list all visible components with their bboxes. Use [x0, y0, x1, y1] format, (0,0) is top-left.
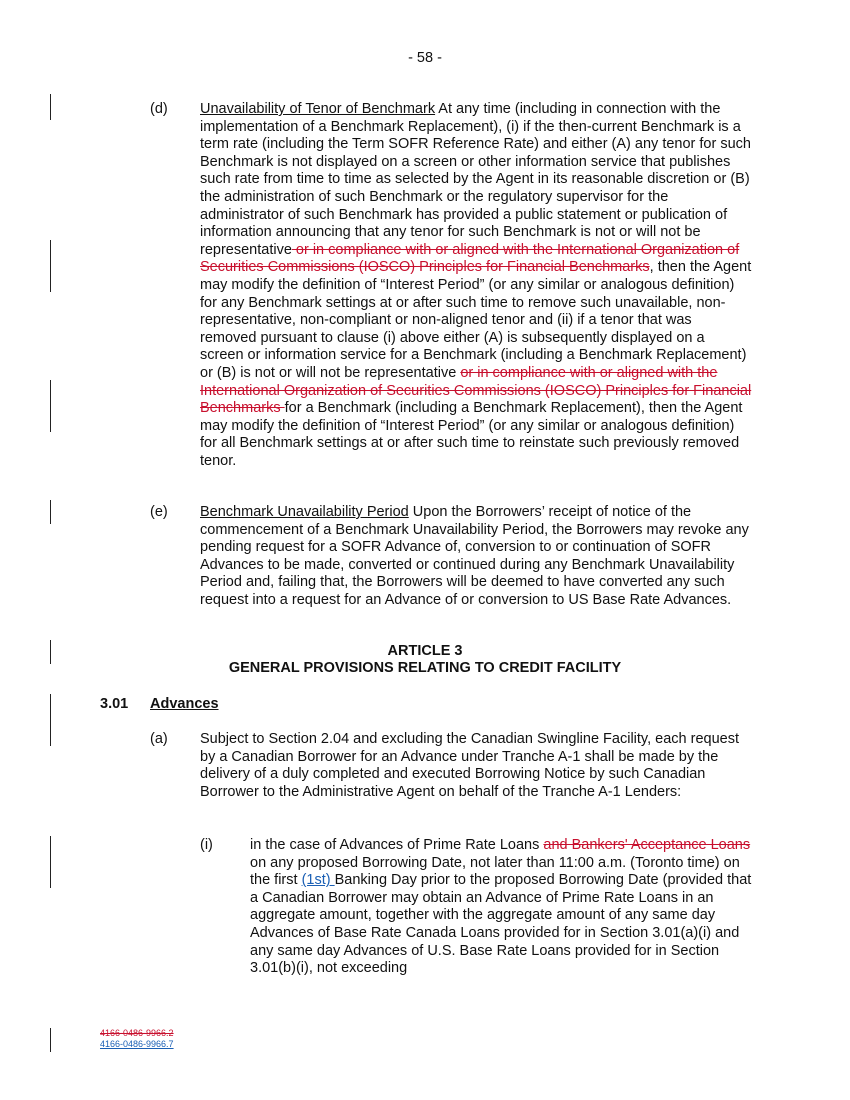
new-document-id: 4166-0486-9966.7 — [100, 1039, 174, 1049]
page-number: - 58 - — [408, 50, 442, 66]
change-bar — [50, 694, 51, 746]
paragraph-text: on any proposed Borrowing Date, not later than 11:00 a.m. (Toronto time) on the first — [250, 854, 740, 889]
paragraph-text: Banking Day prior to the proposed Borrowing Date (provided that a Canadian Borrower may obtain an Advance of Prime Rate Loans in an aggregate amount, together with the aggregate amount of any same day Advances of Base Rate Canada Loans provided for in Section 3.01(a)(i) and any same day Advances of U.S. Base Rate Loans provided for in Section 3.01(b)(i), not exceeding — [250, 872, 752, 977]
paragraph-label: (d) — [150, 101, 168, 117]
paragraph-d — [200, 101, 752, 470]
paragraph-heading: Unavailability of Tenor of Benchmark — [200, 101, 436, 117]
section-number: 3.01 — [100, 696, 129, 712]
deleted-text: and Bankers' Acceptance Loans — [543, 837, 751, 853]
paragraph-e — [200, 504, 752, 610]
paragraph-text: in the case of Advances of Prime Rate Loans — [250, 837, 544, 853]
change-bar — [50, 94, 51, 120]
deleted-text: or in compliance with or aligned with the International Organization of Securities Commissions (IOSCO) Principles for Financial Benchmarks — [200, 364, 752, 417]
change-bar — [50, 500, 51, 524]
paragraph-i — [250, 837, 752, 978]
deleted-text: or in compliance with or aligned with the International Organization of Securities Commissions (IOSCO) Principles for Financial Benchmarks — [200, 241, 740, 276]
article-number: ARTICLE 3 — [387, 643, 463, 659]
change-bar — [50, 836, 51, 888]
old-document-id: 4166-0486-9966.2 — [100, 1028, 174, 1038]
article-title: GENERAL PROVISIONS RELATING TO CREDIT FACILITY — [228, 660, 622, 676]
paragraph-a: Subject to Section 2.04 and excluding the Canadian Swingline Facility, each request by a Canadian Borrower for an Advance under Tranche A-1 shall be made by the delivery of a duly completed and executed Borrowing Notice by such Canadian Borrower to the Administrative Agent on behalf of the Tranche A-1 Lenders: — [200, 731, 739, 800]
paragraph-label: (i) — [200, 837, 213, 853]
paragraph-text: Upon the Borrowers’ receipt of notice of the commencement of a Benchmark Unavailability Period, the Borrowers may revoke any pending request for a SOFR Advance of, conversion to or continuation of SOFR Advances to be made, converted or continued during any Benchmark Unavailability Period and, failing that, the Borrowers will be deemed to have converted any such request into a request for an Advance of or conversion to US Base Rate Advances. — [200, 504, 749, 608]
change-bar — [50, 240, 51, 292]
paragraph-label: (e) — [150, 504, 168, 520]
paragraph-text: , then the Agent may modify the definition of “Interest Period” (or any similar or analogous definition) for any Benchmark settings at or after such time to remove such unavailable, non-representative, non-compliant or non-aligned tenor and (ii) if a tenor that was removed pursuant to clause (i) above either (A) is subsequently displayed on a screen or information service for a Benchmark (including a Benchmark Replacement) or (B) is not or will not be representative — [200, 259, 752, 381]
inserted-text: (1st) — [301, 872, 335, 889]
paragraph-text: At any time (including in connection with the implementation of a Benchmark Replacement), (i) if the then-current Benchmark is a term rate (including the Term SOFR Reference Rate) and either (A) any tenor for such Benchmark is not displayed on a screen or other information service that publishes such rate from time to time as selected by the Agent in its reasonable discretion or (B) the administration of such Benchmark or the regulatory supervisor for the administrator of such Benchmark has provided a public statement or publication of information announcing that any tenor for such Benchmark is not or will not be representative — [200, 101, 751, 258]
section-title: Advances — [150, 696, 219, 712]
paragraph-heading: Benchmark Unavailability Period — [200, 504, 409, 520]
paragraph-text: for a Benchmark (including a Benchmark Replacement), then the Agent may modify the definition of “Interest Period” (or any similar or analogous definition) for all Benchmark settings at or after such time to reinstate such previously removed tenor. — [200, 400, 743, 469]
paragraph-label: (a) — [150, 731, 168, 747]
change-bar — [50, 1028, 51, 1052]
change-bar — [50, 380, 51, 432]
